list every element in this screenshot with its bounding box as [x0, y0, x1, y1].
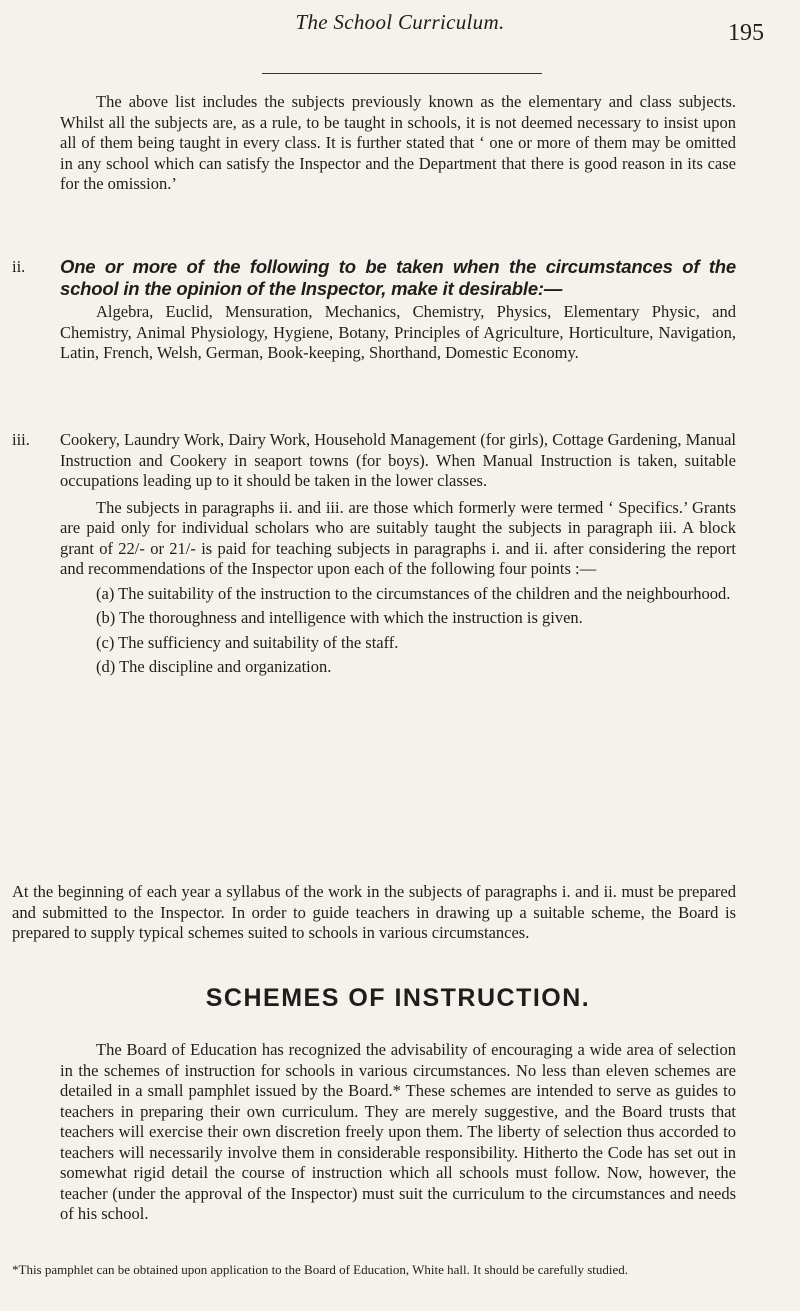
section-heading-block — [60, 984, 736, 1012]
item-ii-number: ii. — [12, 257, 26, 276]
item-iii-number: iii. — [12, 430, 30, 449]
item-ii-list: Algebra, Euclid, Mensuration, Mechanics, Chemistry, Physics, Elementary Physic, and Chemistry, Animal Physiology, Hygiene, Botany, Principles of Agriculture, Horticulture, Navigation, Latin, French, Welsh, German, Book-keeping, Shorthand, Domestic Economy. — [60, 302, 736, 362]
item-ii-heading: One or more of the following to be taken when the circumstances of the school in the opinion of the Inspector, make it desirable:— — [60, 256, 736, 299]
item-ii — [12, 256, 736, 364]
item-iii-text: Cookery, Laundry Work, Dairy Work, Household Management (for girls), Cottage Gardening, Manual Instruction and Cookery in seaport towns (for boys). When Manual Instruction is taken, suitable occupations leading up to it should be taken in the lower classes. — [60, 430, 736, 490]
point-b: (b) The thoroughness and intelligence with which the instruction is given. — [96, 608, 583, 627]
point-d: (d) The discipline and organization. — [96, 657, 332, 676]
header-rule — [262, 73, 542, 74]
schemes-block — [60, 1040, 736, 1225]
page-number: 195 — [728, 20, 764, 46]
syllabus-block — [12, 882, 736, 944]
specifics-paragraph: The subjects in paragraphs ii. and iii. are those which formerly were termed ‘ Specifics.’ Grants are paid only for individual scholars who are suitably taught the subjects in paragraph iii. A block grant of 22/- or 21/- is paid for teaching subjects in paragraphs i. and ii. after considering the report and recommendations of the Inspector upon each of the following four points :— — [60, 497, 736, 578]
section-heading: SCHEMES OF INSTRUCTION. — [205, 984, 591, 1012]
intro-paragraph-block — [60, 92, 736, 195]
syllabus-paragraph: At the beginning of each year a syllabus of the work in the subjects of paragraphs i. and ii. must be prepared and submitted to the Inspector. In order to guide teachers in drawing up a suitable scheme, the Board is prepared to supply typical schemes suited to schools in various circumstances. — [12, 882, 736, 942]
item-iii — [12, 430, 736, 678]
footnote: *This pamphlet can be obtained upon application to the Board of Education, White hall. It should be carefully studied. — [12, 1262, 629, 1277]
intro-paragraph: The above list includes the subjects previously known as the elementary and class subjects. Whilst all the subjects are, as a rule, to be taught in schools, it is not deemed necessary to insist upon all of them being taught in every class. It is further stated that ‘ one or more of them may be omitted in any school which can satisfy the Inspector and the Department that there is good reason in its case for the omission.’ — [60, 92, 736, 193]
point-c: (c) The sufficiency and suitability of the staff. — [96, 632, 399, 652]
footnote-block — [12, 1262, 736, 1278]
point-a: (a) The suitability of the instruction to the circumstances of the children and the neighbourhood. — [96, 583, 731, 603]
running-head: The School Curriculum. — [295, 10, 505, 34]
schemes-paragraph: The Board of Education has recognized the advisability of encouraging a wide area of selection in the schemes of instruction for schools in various circumstances. No less than eleven schemes are detailed in a small pamphlet issued by the Board.* These schemes are intended to serve as guides to teachers in preparing their own curriculum. They are merely suggestive, and the Board trusts that teachers will exercise their own discretion freely upon them. The liberty of selection thus accorded to teachers will necessarily involve them in considerable responsibility. Hitherto the Code has set out in somewhat rigid detail the course of instruction which all schools must follow. Now, however, the teacher (under the approval of the Inspector) must suit the curriculum to the circumstances and needs of his school. — [60, 1040, 736, 1223]
